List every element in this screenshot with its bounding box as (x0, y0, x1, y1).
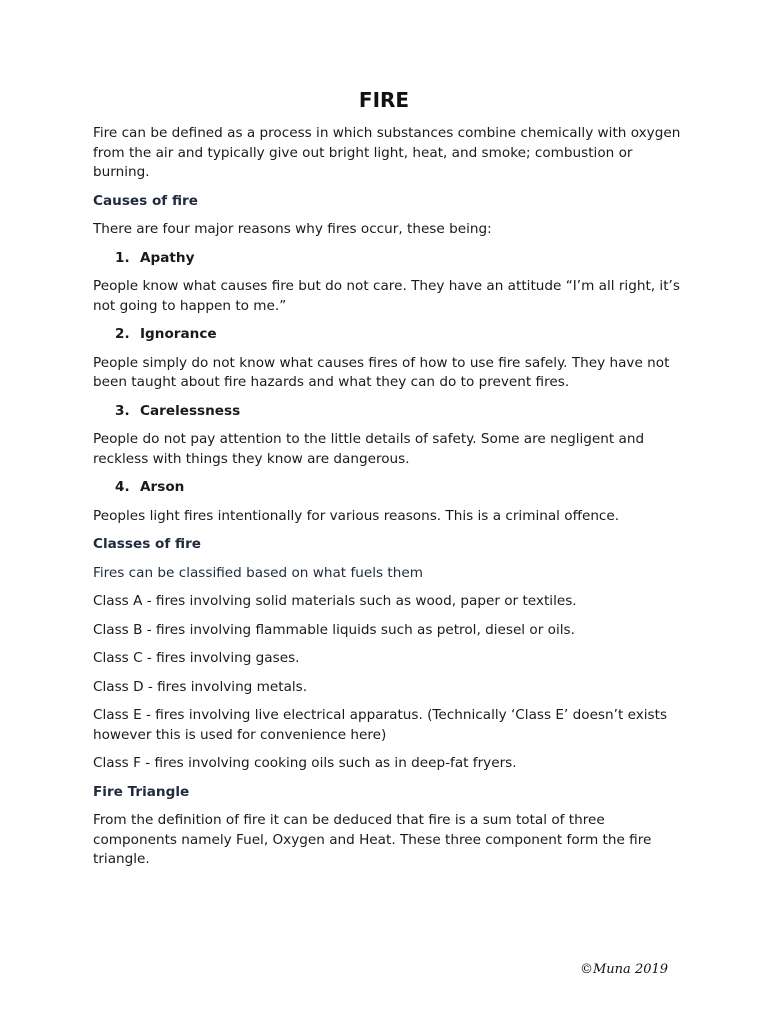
cause-number: 4. (115, 479, 130, 495)
cause-number: 3. (115, 402, 130, 419)
cause-label: Carelessness (140, 402, 241, 419)
cause-text-carelessness: People do not pay attention to the little details of safety. Some are negligent and reckless with things they know are dangerous. (93, 431, 645, 467)
class-b-text: Class B - fires involving flammable liquids such as petrol, diesel or oils. (93, 621, 575, 638)
causes-heading: Causes of fire (93, 192, 198, 209)
intro-paragraph: Fire can be defined as a process in which substances combine chemically with oxygen from the air and typically give out bright light, heat, and smoke; combustion or burning. (93, 125, 681, 180)
cause-number: 1. (115, 249, 130, 266)
cause-heading-carelessness (93, 402, 683, 422)
class-d-text: Class D - fires involving metals. (93, 678, 308, 695)
document-body (93, 124, 683, 879)
cause-heading-ignorance (93, 325, 683, 345)
causes-lead: There are four major reasons why fires occur, these being: (93, 221, 492, 237)
page-title: FIRE (358, 88, 410, 112)
cause-text-ignorance: People simply do not know what causes fires of how to use fire safely. They have not been taught about fire hazards and what they can do to prevent fires. (93, 354, 670, 390)
cause-label: Ignorance (140, 326, 217, 342)
cause-text-arson: Peoples light fires intentionally for various reasons. This is a criminal offence. (93, 507, 620, 524)
cause-text-apathy: People know what causes fire but do not care. They have an attitude “I’m all right, it’s not going to happen to me.” (93, 278, 680, 314)
cause-number: 2. (115, 326, 130, 342)
classes-heading: Classes of fire (93, 536, 202, 552)
class-f-text: Class F - fires involving cooking oils such as in deep-fat fryers. (93, 755, 517, 771)
fire-triangle-heading: Fire Triangle (93, 783, 190, 800)
cause-label: Apathy (140, 249, 195, 266)
cause-label: Arson (140, 479, 185, 495)
copyright-footer: ©Muna 2019 (580, 962, 669, 977)
class-e-text: Class E - fires involving live electrical apparatus. (Technically ‘Class E’ doesn’t exists however this is used for convenience here) (93, 707, 668, 743)
classes-lead: Fires can be classified based on what fuels them (93, 564, 423, 581)
fire-triangle-text: From the definition of fire it can be deduced that fire is a sum total of three components namely Fuel, Oxygen and Heat. These three component form the fire triangle. (93, 812, 652, 867)
cause-heading-apathy (93, 249, 683, 269)
cause-heading-arson (93, 478, 683, 498)
class-a-text: Class A - fires involving solid materials such as wood, paper or textiles. (93, 593, 577, 609)
class-c-text: Class C - fires involving gases. (93, 650, 300, 666)
